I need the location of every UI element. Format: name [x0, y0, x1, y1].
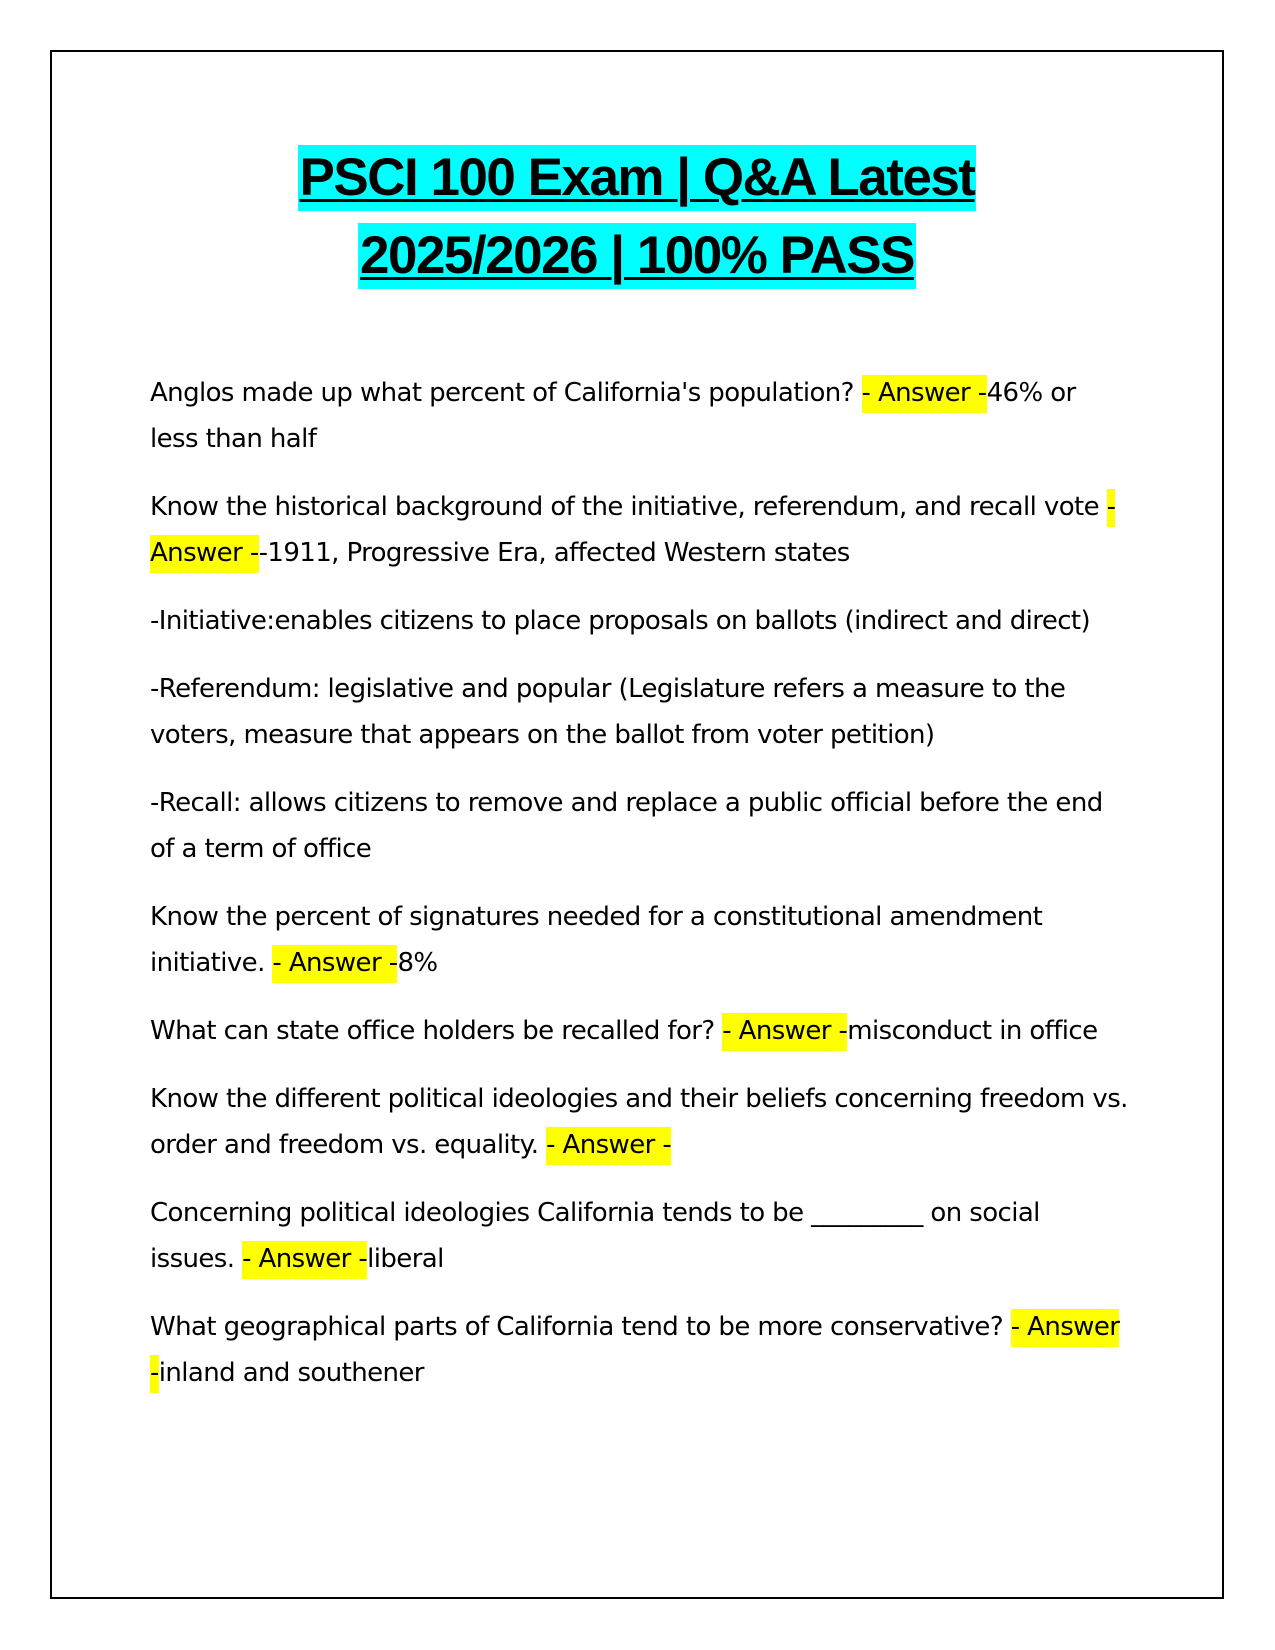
qa-item	[150, 1076, 1130, 1168]
answer-text: -1911, Progressive Era, affected Western states	[258, 538, 850, 568]
qa-item	[150, 1190, 1130, 1282]
answer-marker: - Answer -	[862, 375, 987, 413]
qa-item	[150, 1008, 1130, 1054]
qa-list	[150, 370, 1130, 1418]
answer-marker: - Answer -	[150, 1309, 1119, 1393]
document-title	[52, 145, 1222, 301]
qa-item	[150, 370, 1130, 462]
question-text: What geographical parts of California tend to be more conservative?	[150, 1312, 1011, 1342]
answer-text: misconduct in office	[847, 1016, 1098, 1046]
answer-detail: -Initiative:enables citizens to place proposals on ballots (indirect and direct)	[150, 606, 1091, 636]
answer-marker: - Answer -	[722, 1013, 847, 1051]
answer-text: inland and southener	[158, 1358, 424, 1388]
qa-item	[150, 484, 1130, 576]
answer-marker: - Answer -	[272, 945, 397, 983]
qa-item	[150, 894, 1130, 986]
title-line-1: PSCI 100 Exam | Q&A Latest	[298, 145, 977, 211]
question-text: What can state office holders be recalled for?	[150, 1016, 723, 1046]
answer-text: 8%	[397, 948, 438, 978]
answer-text: liberal	[367, 1244, 444, 1274]
question-text: Concerning political ideologies California tends to be _________ on social issues.	[150, 1198, 1040, 1274]
answer-detail: -Recall: allows citizens to remove and replace a public official before the end of a term of office	[150, 788, 1103, 864]
answer-detail: -Referendum: legislative and popular (Legislature refers a measure to the voters, measure that appears on the ballot from voter petition)	[150, 674, 1066, 750]
question-text: Know the percent of signatures needed for a constitutional amendment initiative.	[150, 902, 1043, 978]
question-text: Anglos made up what percent of California's population?	[150, 378, 862, 408]
title-line-2: 2025/2026 | 100% PASS	[358, 223, 916, 289]
answer-marker: - Answer -	[150, 489, 1115, 573]
question-text: Know the different political ideologies and their beliefs concerning freedom vs. order and freedom vs. equality.	[150, 1084, 1128, 1160]
qa-item	[150, 1304, 1130, 1396]
answer-text: 46% or less than half	[150, 378, 1076, 454]
answer-marker: - Answer -	[546, 1127, 671, 1165]
question-text: Know the historical background of the initiative, referendum, and recall vote	[150, 492, 1107, 522]
answer-marker: - Answer -	[242, 1241, 367, 1279]
